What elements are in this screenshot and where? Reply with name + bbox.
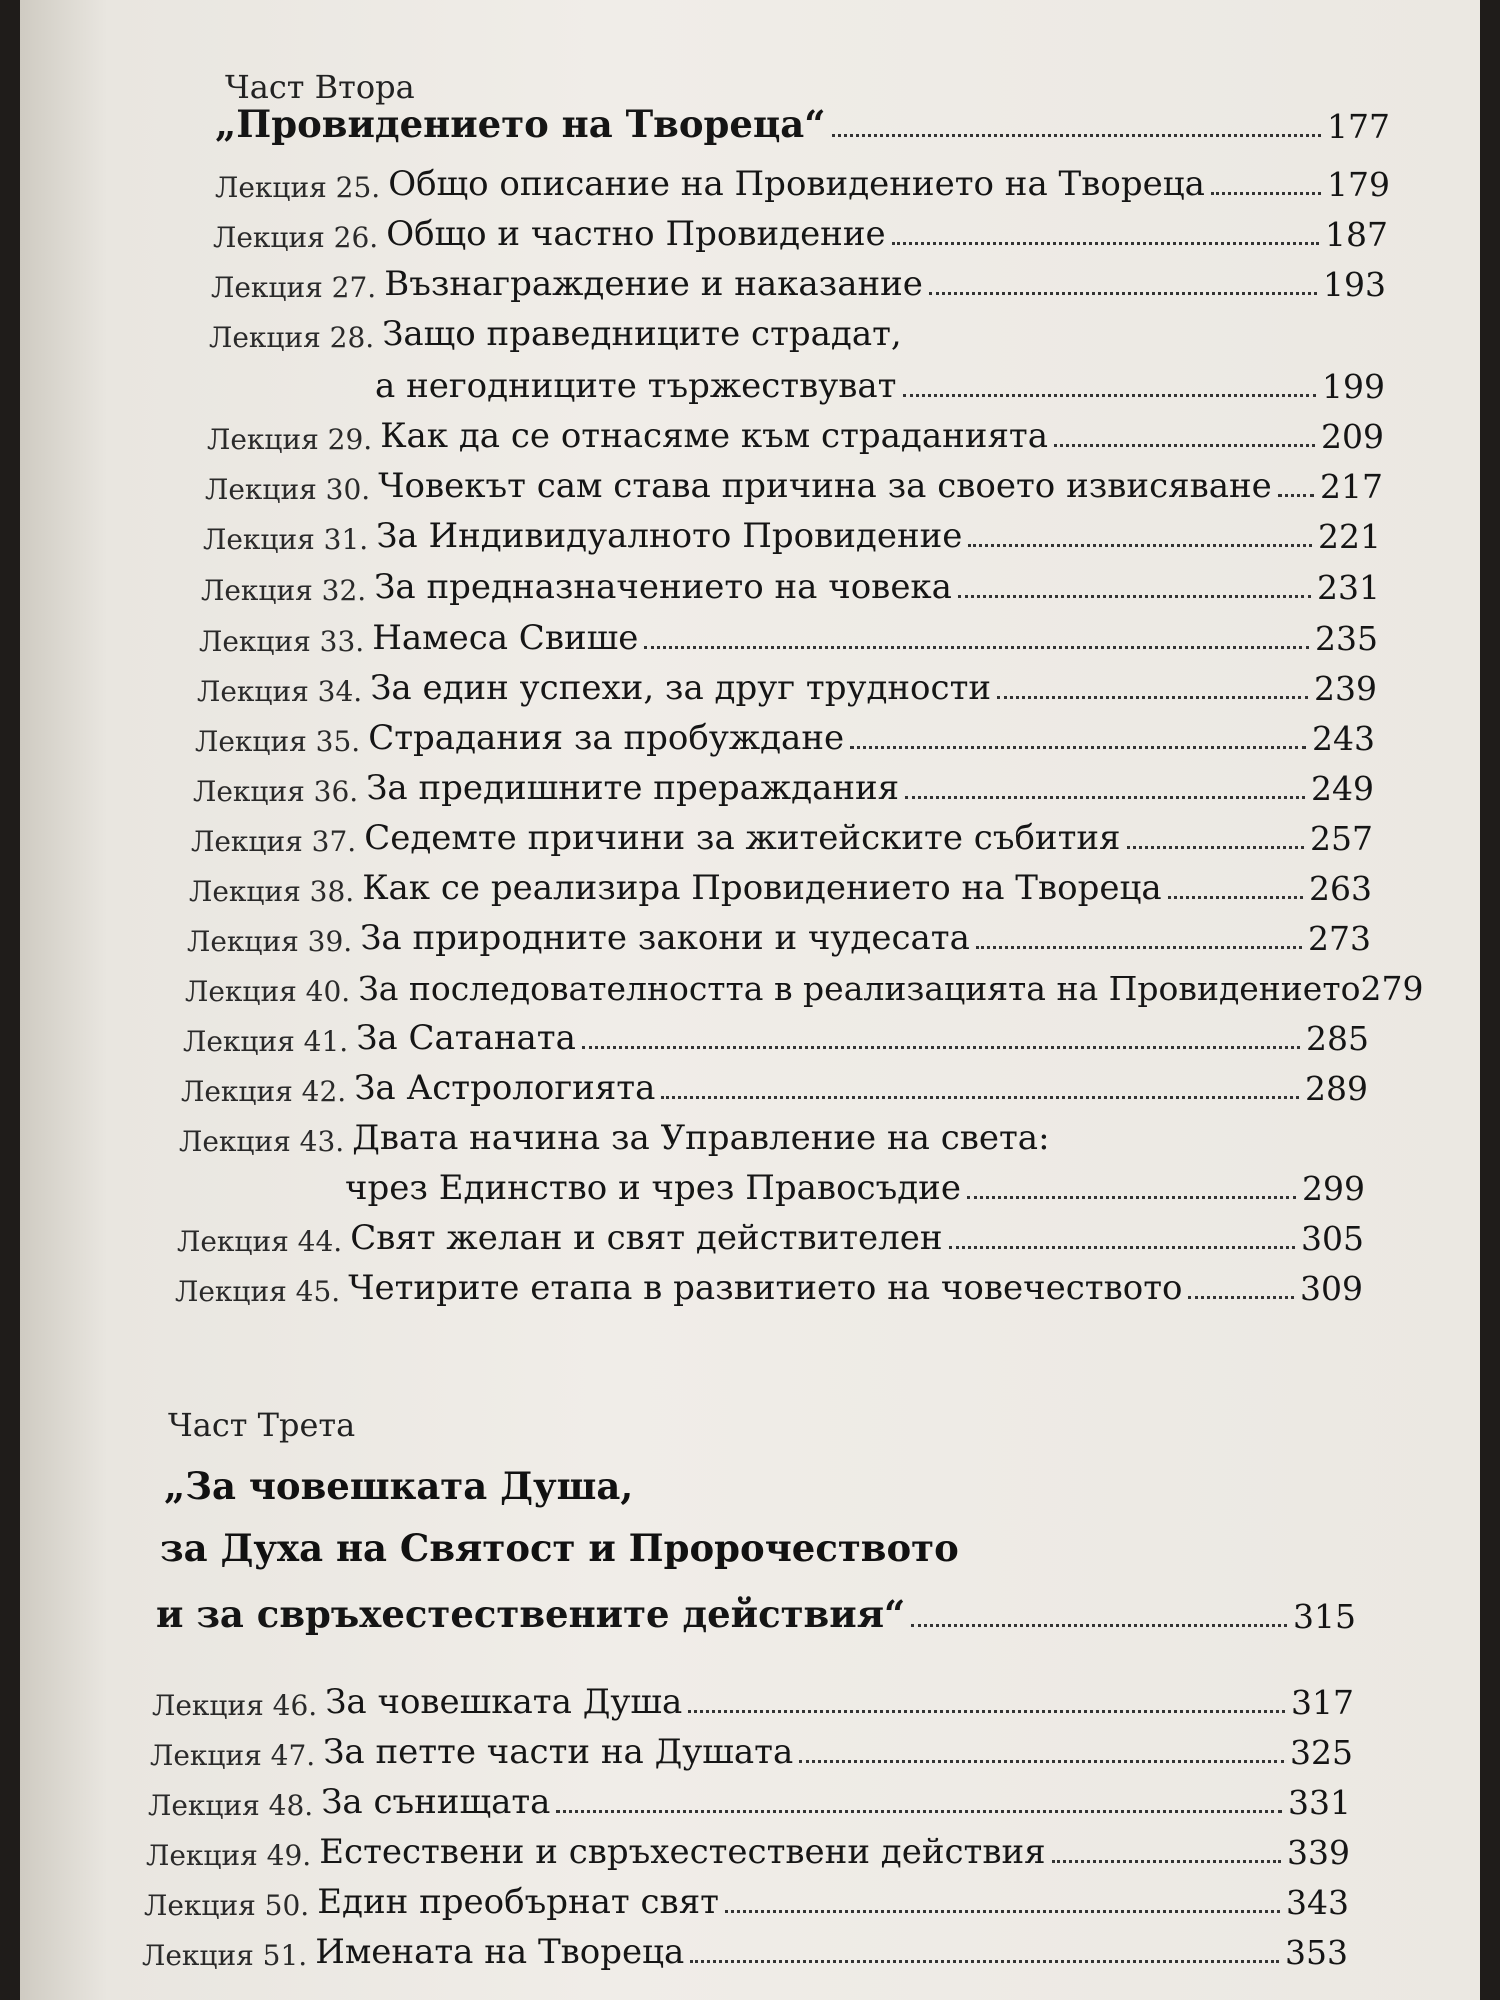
toc-entry-45[interactable] — [175, 1262, 1363, 1308]
dot-leader — [799, 1760, 1284, 1763]
dot-leader — [832, 134, 1321, 137]
dot-leader — [644, 646, 1309, 649]
lecture-number: Лекция 39. — [187, 925, 353, 958]
page-number: 217 — [1320, 467, 1383, 506]
lecture-title: За сънищата — [321, 1782, 551, 1822]
lecture-title: За природните закони и чудесата — [360, 918, 970, 958]
dot-leader — [725, 1910, 1280, 1913]
lecture-title: Един преобърнат свят — [317, 1882, 719, 1922]
lecture-title: За един успехи, за друг трудности — [370, 668, 992, 708]
lecture-number: Лекция 26. — [213, 221, 379, 254]
lecture-number: Лекция 25. — [215, 171, 381, 204]
lecture-title: За предназначението на човека — [374, 567, 952, 607]
dot-leader — [976, 946, 1302, 949]
dot-leader — [1054, 444, 1315, 447]
toc-entry-49[interactable] — [146, 1826, 1350, 1872]
lecture-number: Лекция 43. — [179, 1125, 345, 1158]
toc-entry-38[interactable] — [189, 862, 1372, 908]
lecture-title: За последователността в реализацията на Провидението — [358, 969, 1361, 1008]
dot-leader — [958, 595, 1311, 598]
table-of-contents — [20, 0, 1480, 2000]
lecture-number: Лекция 42. — [181, 1075, 347, 1108]
lecture-title: Свят желан и свят действителен — [350, 1218, 943, 1258]
lecture-number: Лекция 29. — [207, 423, 373, 456]
toc-entry-27[interactable] — [211, 258, 1386, 304]
lecture-number: Лекция 35. — [195, 725, 361, 758]
toc-entry-43[interactable] — [179, 1112, 1079, 1158]
dot-leader — [949, 1246, 1295, 1249]
page-number: 315 — [1293, 1597, 1356, 1636]
lecture-number: Лекция 44. — [177, 1225, 343, 1258]
page-number: 339 — [1287, 1833, 1350, 1872]
lecture-title: Защо праведниците страдат, — [382, 314, 902, 354]
lecture-title: За петте части на Душата — [323, 1732, 794, 1772]
lecture-number: Лекция 31. — [203, 523, 369, 556]
dot-leader — [556, 1810, 1282, 1813]
lecture-title: За Индивидуалното Провидение — [376, 516, 963, 556]
page-number: 299 — [1302, 1169, 1365, 1208]
toc-entry-47[interactable] — [150, 1726, 1353, 1772]
toc-entry-39[interactable] — [187, 912, 1371, 958]
lecture-title: Четирите етапа в развитието на човечеството — [348, 1268, 1183, 1308]
page-number: 325 — [1290, 1733, 1353, 1772]
lecture-number: Лекция 33. — [199, 625, 365, 658]
lecture-title: За човешката Душа — [325, 1682, 683, 1722]
page-number: 187 — [1325, 215, 1388, 254]
lecture-title: Възнаграждение и наказание — [384, 264, 923, 304]
page-number: 235 — [1315, 619, 1378, 658]
toc-entry-51[interactable] — [142, 1926, 1348, 1972]
lecture-number: Лекция 28. — [209, 321, 375, 354]
toc-entry-48[interactable] — [148, 1776, 1351, 1822]
page-number: 243 — [1312, 719, 1375, 758]
part-two-title: „Провидението на Твореца“ — [215, 102, 826, 146]
page-number: 193 — [1323, 265, 1386, 304]
lecture-number: Лекция 27. — [211, 271, 377, 304]
lecture-title-cont: чрез Единство и чрез Правосъдие — [345, 1168, 961, 1208]
lecture-number: Лекция 32. — [201, 574, 367, 607]
lecture-number: Лекция 49. — [146, 1839, 312, 1872]
page-number: 285 — [1306, 1019, 1369, 1058]
lecture-number: Лекция 47. — [150, 1739, 316, 1772]
dot-leader — [690, 1960, 1279, 1963]
lecture-number: Лекция 38. — [189, 875, 355, 908]
lecture-title: Намеса Свише — [372, 618, 639, 658]
part-three-title-line3: и за свръхестествените действия“ — [156, 1592, 906, 1636]
page-number: 305 — [1301, 1219, 1364, 1258]
dot-leader — [892, 242, 1319, 245]
dot-leader — [1188, 1296, 1294, 1299]
page-number: 273 — [1308, 919, 1371, 958]
lecture-title: Имената на Твореца — [315, 1932, 685, 1972]
dot-leader — [929, 292, 1317, 295]
lecture-title: Как да се отнасяме към страданията — [380, 416, 1048, 456]
page-number: 257 — [1310, 819, 1373, 858]
lecture-title: За предишните прераждания — [366, 768, 900, 808]
toc-entry-32[interactable] — [201, 561, 1380, 607]
page-number: 317 — [1291, 1683, 1354, 1722]
toc-entry-34[interactable] — [197, 662, 1377, 708]
lecture-title: Седемте причини за житейските събития — [364, 818, 1121, 858]
dot-leader — [1211, 192, 1321, 195]
lecture-title: Как се реализира Провидението на Твореца — [362, 868, 1162, 908]
page-number: 221 — [1318, 517, 1381, 556]
toc-entry-25[interactable] — [215, 158, 1390, 204]
lecture-title: Общо описание на Провидението на Твореца — [388, 164, 1205, 204]
lecture-number: Лекция 34. — [197, 675, 363, 708]
dot-leader — [967, 1196, 1296, 1199]
lecture-number: Лекция 48. — [148, 1789, 314, 1822]
dot-leader — [582, 1046, 1300, 1049]
page-number: 239 — [1314, 669, 1377, 708]
page-number: 179 — [1327, 165, 1390, 204]
part-three-title-line1: „За човешката Душа, — [164, 1464, 634, 1508]
page-number: 231 — [1317, 568, 1380, 607]
lecture-title: Общо и частно Провидение — [386, 214, 886, 254]
dot-leader — [903, 394, 1317, 397]
page-number: 209 — [1321, 417, 1384, 456]
dot-leader — [1278, 494, 1314, 497]
dot-leader — [661, 1096, 1299, 1099]
lecture-title-cont: а негодниците тържествуват — [375, 366, 897, 406]
lecture-number: Лекция 36. — [193, 775, 359, 808]
toc-entry-41[interactable] — [183, 1012, 1369, 1058]
part-three-label: Част Трета — [168, 1406, 356, 1444]
lecture-number: Лекция 37. — [191, 825, 357, 858]
dot-leader — [1168, 896, 1303, 899]
page-number: 177 — [1327, 107, 1390, 146]
dot-leader — [911, 1624, 1287, 1627]
lecture-number: Лекция 40. — [185, 975, 351, 1008]
toc-entry-50[interactable] — [144, 1876, 1349, 1922]
dot-leader — [850, 746, 1306, 749]
dot-leader — [1127, 846, 1304, 849]
lecture-title: Човекът сам става причина за своето извисяване — [378, 466, 1272, 506]
lecture-title: Двата начина за Управление на света: — [352, 1118, 1050, 1158]
toc-entry-33[interactable] — [199, 612, 1378, 658]
dot-leader — [997, 696, 1308, 699]
lecture-number: Лекция 51. — [142, 1939, 308, 1972]
lecture-number: Лекция 45. — [175, 1275, 341, 1308]
page-number: 331 — [1288, 1783, 1351, 1822]
book-page — [20, 0, 1480, 2000]
page-number: 279 — [1360, 969, 1424, 1008]
toc-entry-36[interactable] — [193, 762, 1374, 808]
lecture-number: Лекция 41. — [183, 1025, 349, 1058]
toc-entry-42[interactable] — [181, 1062, 1368, 1108]
page-number: 343 — [1286, 1883, 1349, 1922]
toc-entry-26[interactable] — [213, 208, 1388, 254]
page-number: 309 — [1300, 1269, 1363, 1308]
toc-entry-44[interactable] — [177, 1212, 1364, 1258]
dot-leader — [968, 544, 1312, 547]
page-number: 289 — [1305, 1069, 1368, 1108]
part-three-heading-row[interactable] — [156, 1580, 1356, 1636]
toc-entry-31[interactable] — [203, 510, 1381, 556]
lecture-number: Лекция 46. — [152, 1689, 318, 1722]
toc-entry-28-cont[interactable] — [375, 360, 1385, 406]
page-number: 249 — [1311, 769, 1374, 808]
dot-leader — [905, 796, 1305, 799]
toc-entry-29[interactable] — [207, 410, 1384, 456]
toc-entry-37[interactable] — [191, 812, 1373, 858]
lecture-number: Лекция 30. — [205, 473, 371, 506]
page-number: 353 — [1285, 1933, 1348, 1972]
page-number: 263 — [1309, 869, 1372, 908]
lecture-title: Страдания за пробуждане — [368, 718, 845, 758]
toc-entry-28[interactable] — [209, 308, 909, 354]
lecture-title: За Сатаната — [356, 1018, 576, 1058]
toc-entry-46[interactable] — [152, 1676, 1354, 1722]
dot-leader — [1052, 1860, 1281, 1863]
dot-leader — [688, 1710, 1285, 1713]
lecture-number: Лекция 50. — [144, 1889, 310, 1922]
lecture-title: За Астрологията — [354, 1068, 656, 1108]
part-two-heading-row[interactable] — [215, 100, 1390, 146]
toc-entry-35[interactable] — [195, 712, 1375, 758]
lecture-title: Естествени и свръхестествени действия — [319, 1832, 1046, 1872]
toc-entry-40[interactable] — [185, 962, 1424, 1008]
toc-entry-30[interactable] — [205, 460, 1383, 506]
part-three-title-line2: за Духа на Святост и Пророчеството — [160, 1526, 959, 1570]
toc-entry-43-cont[interactable] — [345, 1162, 1365, 1208]
page-number: 199 — [1322, 367, 1385, 406]
part-two-label: Част Втора — [225, 68, 415, 106]
